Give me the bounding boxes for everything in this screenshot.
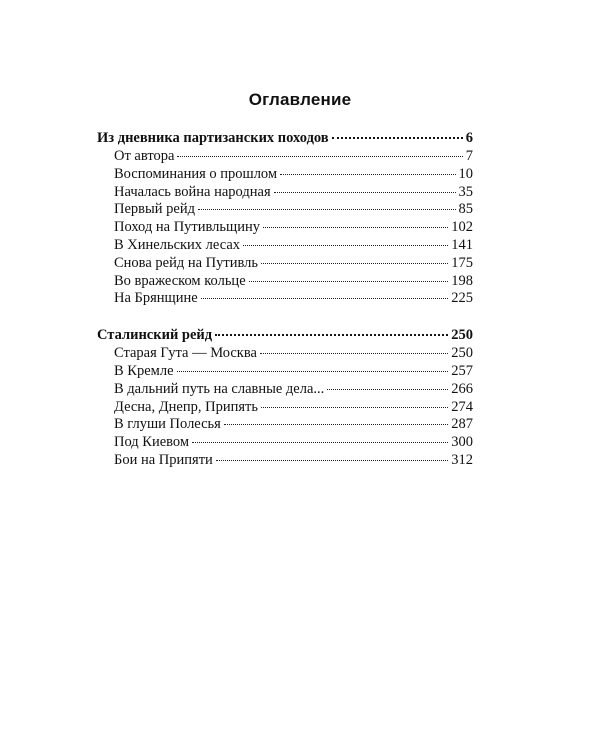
toc-page-number: 85	[458, 201, 473, 218]
toc-page-number: 141	[451, 236, 473, 253]
toc-entry-title: Воспоминания о прошлом	[114, 165, 278, 182]
dot-leader	[224, 423, 448, 425]
toc-entry-title: В Хинельских лесах	[114, 236, 241, 253]
toc-page-number: 257	[451, 362, 473, 379]
dot-leader	[261, 406, 448, 408]
toc-entry-title: Десна, Днепр, Припять	[114, 398, 258, 415]
toc-entry-title: На Брянщине	[114, 290, 198, 307]
toc-entry[interactable]	[97, 237, 473, 255]
toc-entry[interactable]	[97, 363, 473, 381]
dot-leader	[260, 352, 448, 354]
toc-section-title: Сталинский рейд	[97, 327, 213, 344]
toc-page-number: 10	[458, 165, 473, 182]
toc-entry[interactable]	[97, 399, 473, 417]
toc-entry[interactable]	[97, 201, 473, 219]
toc-entry[interactable]	[97, 381, 473, 399]
toc-section-title: Из дневника партизанских походов	[97, 130, 329, 146]
dot-leader	[177, 155, 462, 157]
toc-entry-title: Началась война народная	[114, 183, 271, 200]
dot-leader	[280, 173, 455, 175]
toc-page-number: 250	[451, 327, 473, 344]
toc-page-number: 300	[451, 434, 473, 451]
dot-leader	[198, 208, 456, 210]
toc-page-number: 225	[451, 290, 473, 307]
toc-page-number: 266	[451, 380, 473, 397]
dot-leader	[327, 388, 448, 390]
toc-page-number: 198	[451, 272, 473, 289]
toc-section-heading[interactable]	[97, 128, 473, 148]
dot-leader	[243, 244, 448, 246]
toc-section-heading[interactable]	[97, 325, 473, 345]
toc-entry-title: Под Киевом	[114, 434, 190, 451]
toc-entry-title: В Кремле	[114, 362, 174, 379]
dot-leader	[215, 333, 448, 336]
toc-page-number: 35	[458, 183, 473, 200]
dot-leader	[177, 370, 449, 372]
toc-entry[interactable]	[97, 416, 473, 434]
dot-leader	[201, 297, 449, 299]
toc-entry[interactable]	[97, 273, 473, 291]
dot-leader	[216, 459, 448, 461]
dot-leader	[263, 226, 448, 228]
toc-entry[interactable]	[97, 148, 473, 166]
toc-page-number: 274	[451, 398, 473, 415]
toc-entry[interactable]	[97, 452, 473, 470]
toc-page-number: 175	[451, 254, 473, 271]
toc-page-number: 287	[451, 416, 473, 433]
toc-page-number: 102	[451, 219, 473, 236]
toc-entry[interactable]	[97, 434, 473, 452]
toc-entry[interactable]	[97, 345, 473, 363]
dot-leader	[261, 262, 448, 264]
toc-entry[interactable]	[97, 166, 473, 184]
dot-leader	[274, 191, 456, 193]
toc-entry-title: В глуши Полесья	[114, 416, 221, 433]
dot-leader	[249, 280, 449, 282]
toc-entry-title: Снова рейд на Путивль	[114, 254, 258, 271]
toc-entry-title: Старая Гута — Москва	[114, 345, 257, 362]
table-of-contents	[97, 128, 473, 487]
toc-section	[97, 325, 473, 470]
dot-leader	[192, 441, 448, 443]
toc-page-number: 312	[451, 451, 473, 468]
toc-entry-title: Поход на Путивльщину	[114, 219, 260, 236]
toc-entry-title: Первый рейд	[114, 201, 195, 218]
dot-leader	[332, 136, 463, 139]
toc-entry[interactable]	[97, 219, 473, 237]
toc-entry-title: В дальний путь на славные дела...	[114, 380, 325, 397]
toc-page-number: 250	[451, 345, 473, 362]
toc-page-number: 7	[465, 148, 473, 164]
toc-entry-title: Во вражеском кольце	[114, 272, 246, 289]
toc-entry[interactable]	[97, 290, 473, 308]
toc-section	[97, 128, 473, 308]
toc-entry[interactable]	[97, 184, 473, 202]
toc-entry[interactable]	[97, 255, 473, 273]
toc-entry-title: Бои на Припяти	[114, 451, 213, 468]
toc-entry-title: От автора	[114, 148, 175, 164]
toc-page-number: 6	[465, 130, 473, 146]
page-title: Оглавление	[248, 90, 352, 109]
